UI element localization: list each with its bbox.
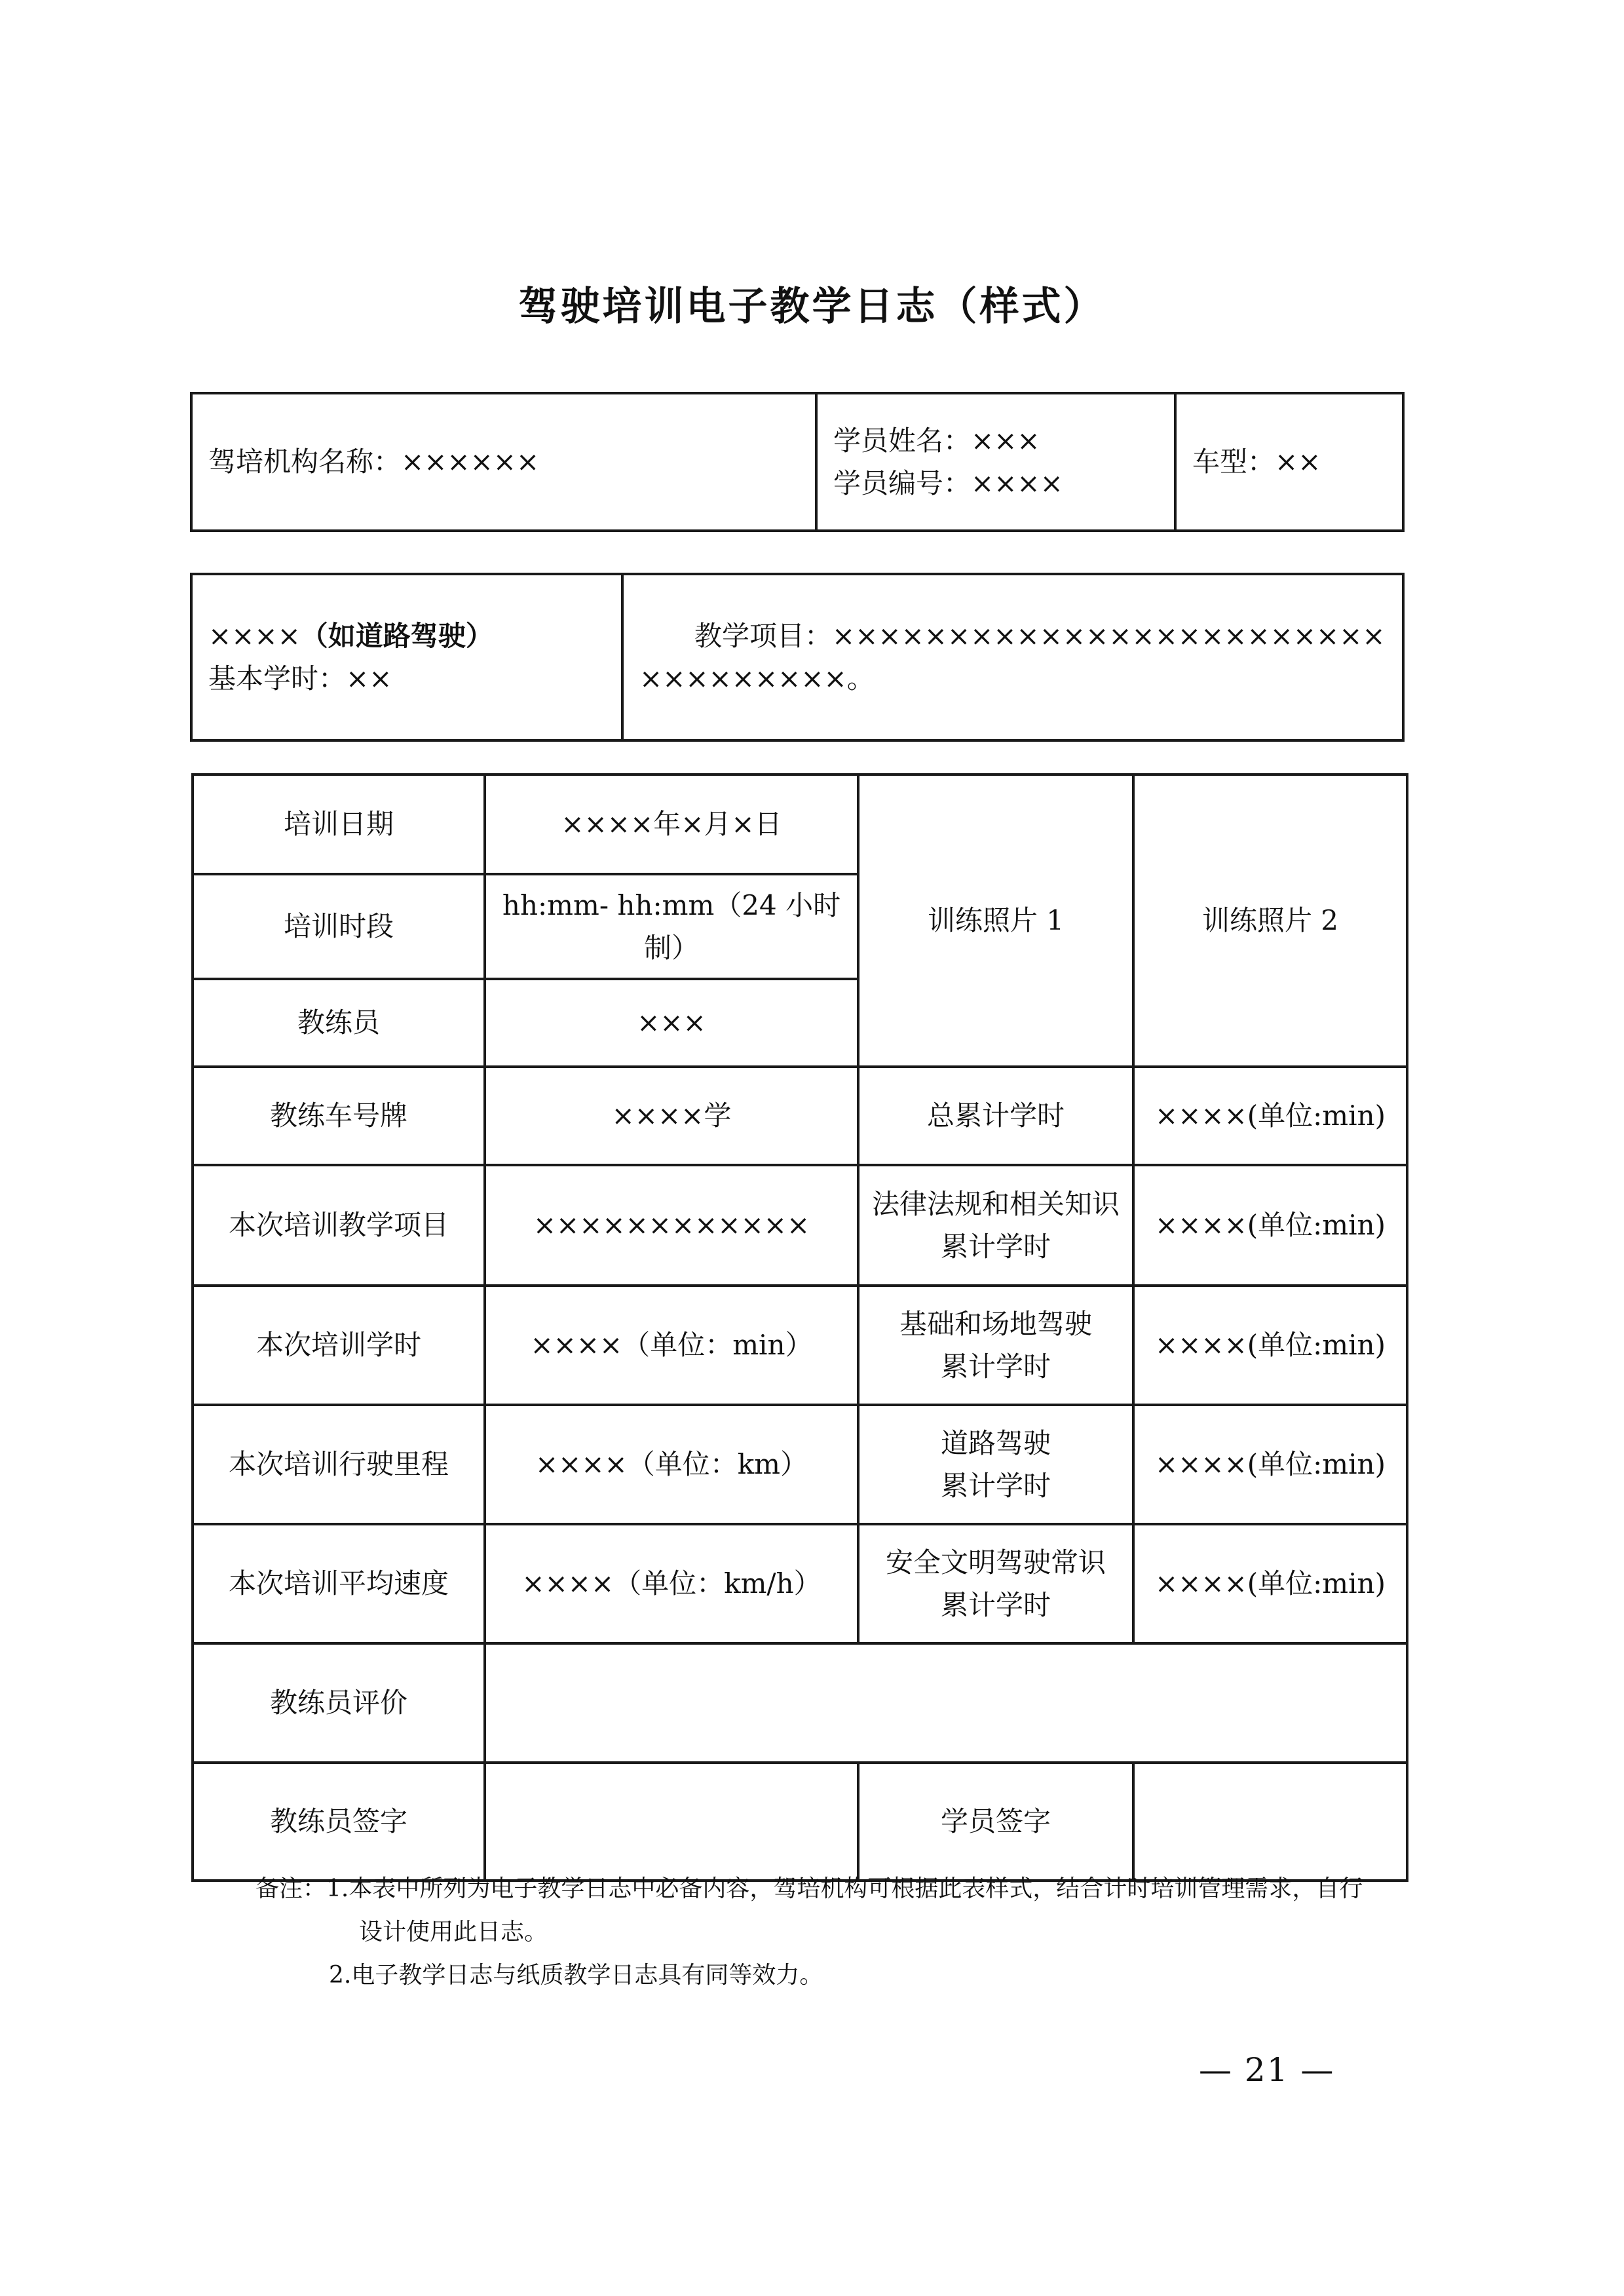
header-info-table: [190, 392, 1405, 532]
road-hours-label-line2: 累计学时: [940, 1470, 1051, 1502]
training-date-label: 培训日期: [193, 775, 485, 874]
coach-evaluation-field[interactable]: [485, 1643, 1407, 1763]
basic-hours-label-line1: 基础和场地驾驶: [899, 1307, 1092, 1340]
vehicle-type-label: 车型：: [1192, 446, 1275, 478]
session-hours-value: ××××（单位：min）: [485, 1286, 858, 1405]
coach-evaluation-label: 教练员评价: [193, 1643, 485, 1763]
course-subject-value: ××××: [208, 619, 301, 652]
road-hours-label: [858, 1405, 1133, 1524]
road-hours-value: ××××(单位:min): [1133, 1405, 1407, 1524]
training-period-value: hh:mm- hh:mm（24 小时制）: [485, 874, 858, 979]
vehicle-type-cell: [1175, 393, 1403, 531]
session-items-label: 本次培训教学项目: [193, 1165, 485, 1286]
safety-hours-label-line2: 累计学时: [940, 1589, 1051, 1621]
base-hours-label: 基本学时：: [208, 662, 347, 695]
note-2: 2.电子教学日志与纸质教学日志具有同等效力。: [329, 1962, 823, 1989]
course-subject-cell: [191, 574, 622, 740]
mileage-label: 本次培训行驶里程: [193, 1405, 485, 1524]
page-title: 驾驶培训电子教学日志（样式）: [518, 284, 1106, 330]
student-name-line: [833, 419, 1174, 462]
notes-prefix: 备注：: [255, 1875, 327, 1902]
law-hours-label-line1: 法律法规和相关知识: [871, 1187, 1120, 1220]
notes-section: [255, 1867, 1408, 1997]
coach-value: ×××: [485, 979, 858, 1067]
coach-plate-value: ××××学: [485, 1067, 858, 1165]
course-info-table: [190, 573, 1405, 742]
road-hours-label-line1: 道路驾驶: [940, 1426, 1051, 1459]
coach-signature-field[interactable]: [485, 1763, 858, 1881]
safety-hours-value: ××××(单位:min): [1133, 1524, 1407, 1643]
safety-hours-label: [858, 1524, 1133, 1643]
teaching-item-cell: [622, 574, 1403, 740]
student-info-cell: [816, 393, 1175, 531]
avg-speed-value: ××××（单位：km/h）: [485, 1524, 858, 1643]
note-1-continued: 设计使用此日志。: [359, 1919, 548, 1945]
coach-signature-label: 教练员签字: [193, 1763, 485, 1881]
school-name-cell: [191, 393, 816, 531]
teaching-item-value: ×××××××××××××××××××××××××××××××××。: [639, 619, 1386, 695]
training-photo-1: 训练照片 1: [858, 775, 1133, 1067]
base-hours-line: [208, 657, 608, 700]
student-name-label: 学员姓名：: [833, 424, 972, 457]
law-hours-value: ××××(单位:min): [1133, 1165, 1407, 1286]
note-1-line1: 1.本表中所列为电子教学日志中必备内容，驾培机构可根据此表样式，结合计时培训管理需求，自行: [326, 1875, 1363, 1902]
session-items-value: ××××××××××××: [485, 1165, 858, 1286]
student-signature-field[interactable]: [1133, 1763, 1407, 1881]
total-hours-value: ××××(单位:min): [1133, 1067, 1407, 1165]
teaching-log-table: [191, 773, 1408, 1882]
basic-hours-label: [858, 1286, 1133, 1405]
student-name-value: ×××: [971, 424, 1040, 457]
student-id-value: ××××: [971, 467, 1063, 499]
session-hours-label: 本次培训学时: [193, 1286, 485, 1405]
course-subject-note: （如道路驾驶）: [300, 619, 493, 652]
school-name-label: 驾培机构名称：: [208, 446, 402, 478]
course-subject-line: [208, 615, 608, 657]
teaching-item-label: 教学项目：: [694, 619, 833, 652]
student-id-line: [833, 462, 1174, 505]
total-hours-label: 总累计学时: [858, 1067, 1133, 1165]
vehicle-type-value: ××: [1275, 446, 1321, 478]
student-id-label: 学员编号：: [833, 467, 972, 499]
base-hours-value: ××: [346, 662, 392, 695]
training-date-value: ××××年×月×日: [485, 775, 858, 874]
student-signature-label: 学员签字: [858, 1763, 1133, 1881]
school-name-value: ××××××: [401, 446, 540, 478]
page-number: — 21 —: [1199, 2051, 1335, 2089]
coach-label: 教练员: [193, 979, 485, 1067]
note-1: [255, 1867, 1408, 1911]
mileage-value: ××××（单位：km）: [485, 1405, 858, 1524]
training-period-label: 培训时段: [193, 874, 485, 979]
basic-hours-label-line2: 累计学时: [940, 1350, 1051, 1383]
coach-plate-label: 教练车号牌: [193, 1067, 485, 1165]
basic-hours-value: ××××(单位:min): [1133, 1286, 1407, 1405]
training-photo-2: 训练照片 2: [1133, 775, 1407, 1067]
law-hours-label-line2: 累计学时: [940, 1231, 1051, 1263]
law-hours-label: [858, 1165, 1133, 1286]
avg-speed-label: 本次培训平均速度: [193, 1524, 485, 1643]
safety-hours-label-line1: 安全文明驾驶常识: [885, 1546, 1106, 1578]
